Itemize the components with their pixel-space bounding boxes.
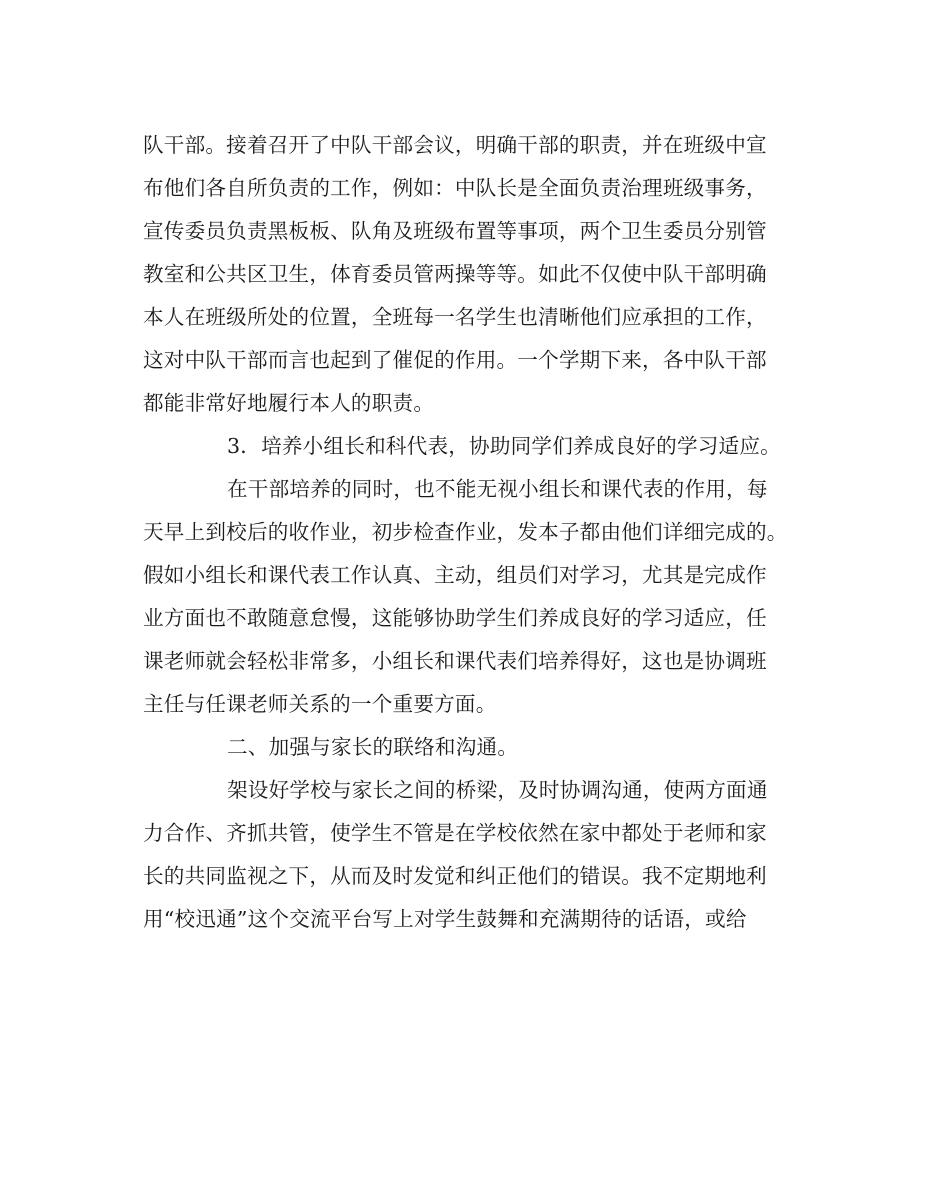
- document-body: [143, 124, 811, 941]
- text-line: 这对中队干部而言也起到了催促的作用。一个学期下来，各中队干部: [143, 348, 767, 372]
- text-line: 架设好学校与家长之间的桥梁，及时协调沟通，使两方面通: [227, 778, 768, 802]
- text-line: 业方面也不敢随意怠慢，这能够协助学生们养成良好的学习适应，任: [143, 606, 767, 630]
- text-line: 长的共同监视之下，从而及时发觉和纠正他们的错误。我不定期地利: [143, 864, 767, 888]
- text-line: 队干部。接着召开了中队干部会议，明确干部的职责，并在班级中宣: [143, 133, 767, 157]
- text-line: 宣传委员负责黑板板、队角及班级布置等事项，两个卫生委员分别管: [143, 219, 767, 243]
- text-line: 力合作、齐抓共管，使学生不管是在学校依然在家中都处于老师和家: [143, 821, 767, 845]
- text-line: 课老师就会轻松非常多，小组长和课代表们培养得好，这也是协调班: [143, 649, 767, 673]
- text-line: 都能非常好地履行本人的职责。: [143, 391, 435, 415]
- text-line: 教室和公共区卫生，体育委员管两操等等。如此不仅使中队干部明确: [143, 262, 767, 286]
- text-line: 天早上到校后的收作业，初步检查作业，发本子都由他们详细完成的。: [143, 520, 788, 544]
- text-line: 主任与任课老师关系的一个重要方面。: [143, 692, 497, 716]
- text-line: 在干部培养的同时，也不能无视小组长和课代表的作用，每: [227, 477, 768, 501]
- text-line: 3．培养小组长和科代表，协助同学们养成良好的学习适应。: [227, 434, 781, 458]
- text-line: 布他们各自所负责的工作，例如：中队长是全面负责治理班级事务，: [143, 176, 767, 200]
- text-line: 假如小组长和课代表工作认真、主动，组员们对学习，尤其是完成作: [143, 563, 767, 587]
- text-line: 二、加强与家长的联络和沟通。: [227, 735, 519, 759]
- text-line: 本人在班级所处的位置，全班每一名学生也清晰他们应承担的工作，: [143, 305, 767, 329]
- text-line: 用“校迅通”这个交流平台写上对学生鼓舞和充满期待的话语，或给: [143, 907, 747, 931]
